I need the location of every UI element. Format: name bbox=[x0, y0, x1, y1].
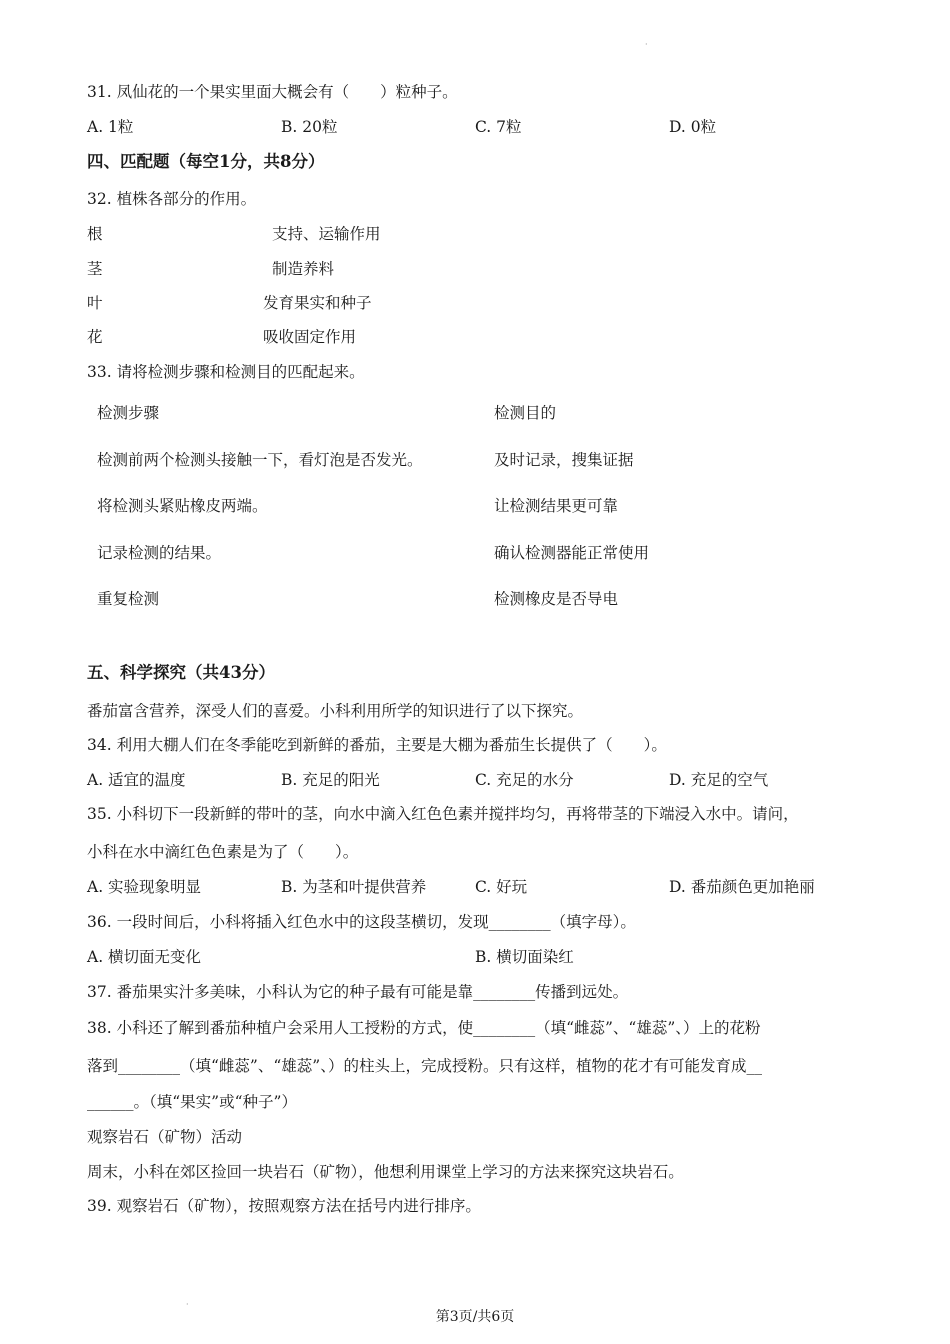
q35-option-a: A. 实验现象明显 bbox=[87, 878, 202, 896]
question-31: 31. 凤仙花的一个果实里面大概会有（ ）粒种子。 bbox=[87, 83, 458, 101]
section-4-heading: 四、匹配题（每空1分，共8分） bbox=[87, 152, 325, 171]
question-35-line-1: 35. 小科切下一段新鲜的带叶的茎，向水中滴入红色色素并搅拌均匀，再将带茎的下端浸入水中。请问， bbox=[87, 805, 799, 823]
scan-dot: · bbox=[645, 40, 648, 49]
question-37: 37. 番茄果实汁多美味，小科认为它的种子最有可能是靠________传播到远处。 bbox=[87, 983, 629, 1001]
activity-intro: 周末，小科在郊区捡回一块岩石（矿物），他想利用课堂上学习的方法来探究这块岩石。 bbox=[87, 1163, 684, 1181]
question-39: 39. 观察岩石（矿物），按照观察方法在括号内进行排序。 bbox=[87, 1197, 481, 1215]
q34-option-c: C. 充足的水分 bbox=[475, 771, 574, 789]
q35-option-d: D. 番茄颜色更加艳丽 bbox=[669, 878, 815, 896]
question-38-line-2: 落到________（填“雌蕊”、“雄蕊”、）的柱头上，完成授粉。只有这样，植物的花才有可能发育成__ bbox=[87, 1057, 762, 1075]
q32-right-item: 制造养料 bbox=[272, 260, 335, 278]
question-32: 32. 植株各部分的作用。 bbox=[87, 190, 257, 208]
q32-left-item: 叶 bbox=[87, 294, 103, 312]
q32-left-item: 茎 bbox=[87, 260, 103, 278]
q33-left-item: 重复检测 bbox=[97, 590, 160, 608]
q33-left-item: 记录检测的结果。 bbox=[97, 544, 222, 562]
q33-left-header: 检测步骤 bbox=[97, 404, 160, 422]
q32-left-item: 花 bbox=[87, 328, 103, 346]
q32-right-item: 发育果实和种子 bbox=[263, 294, 372, 312]
q33-right-item: 及时记录，搜集证据 bbox=[494, 451, 634, 469]
q33-left-item: 检测前两个检测头接触一下，看灯泡是否发光。 bbox=[97, 451, 423, 469]
q34-option-d: D. 充足的空气 bbox=[669, 771, 769, 789]
section-5-intro: 番茄富含营养，深受人们的喜爱。小科利用所学的知识进行了以下探究。 bbox=[87, 702, 584, 720]
q31-option-d: D. 0粒 bbox=[669, 118, 717, 136]
section-5-heading: 五、科学探究（共43分） bbox=[87, 663, 275, 682]
q33-right-item: 检测橡皮是否导电 bbox=[494, 590, 619, 608]
q33-right-header: 检测目的 bbox=[494, 404, 557, 422]
q34-option-b: B. 充足的阳光 bbox=[281, 771, 380, 789]
q34-option-a: A. 适宜的温度 bbox=[87, 771, 186, 789]
q35-option-c: C. 好玩 bbox=[475, 878, 528, 896]
scan-dot: · bbox=[186, 1300, 189, 1309]
q35-option-b: B. 为茎和叶提供营养 bbox=[281, 878, 427, 896]
q31-option-c: C. 7粒 bbox=[475, 118, 522, 136]
question-33: 33. 请将检测步骤和检测目的匹配起来。 bbox=[87, 363, 365, 381]
q32-right-item: 支持、运输作用 bbox=[272, 225, 381, 243]
q32-right-item: 吸收固定作用 bbox=[263, 328, 357, 346]
activity-title: 观察岩石（矿物）活动 bbox=[87, 1128, 243, 1146]
q33-right-item: 确认检测器能正常使用 bbox=[494, 544, 650, 562]
q31-option-a: A. 1粒 bbox=[87, 118, 134, 136]
question-38-line-3: ______。（填“果实”或“种子”） bbox=[87, 1093, 297, 1111]
q36-option-b: B. 横切面染红 bbox=[475, 948, 574, 966]
question-38-line-1: 38. 小科还了解到番茄种植户会采用人工授粉的方式，使________（填“雌蕊”、“雄蕊”、）上的花粉 bbox=[87, 1019, 761, 1037]
q36-option-a: A. 横切面无变化 bbox=[87, 948, 202, 966]
question-35-line-2: 小科在水中滴红色色素是为了（ ）。 bbox=[87, 843, 359, 861]
question-34: 34. 利用大棚人们在冬季能吃到新鲜的番茄，主要是大棚为番茄生长提供了（ ）。 bbox=[87, 736, 667, 754]
q31-option-b: B. 20粒 bbox=[281, 118, 338, 136]
question-36: 36. 一段时间后，小科将插入红色水中的这段茎横切，发现________（填字母）。 bbox=[87, 913, 636, 931]
page-number: 第3页/共6页 bbox=[435, 1309, 515, 1325]
q32-left-item: 根 bbox=[87, 225, 103, 243]
q33-left-item: 将检测头紧贴橡皮两端。 bbox=[97, 497, 268, 515]
q33-right-item: 让检测结果更可靠 bbox=[494, 497, 619, 515]
